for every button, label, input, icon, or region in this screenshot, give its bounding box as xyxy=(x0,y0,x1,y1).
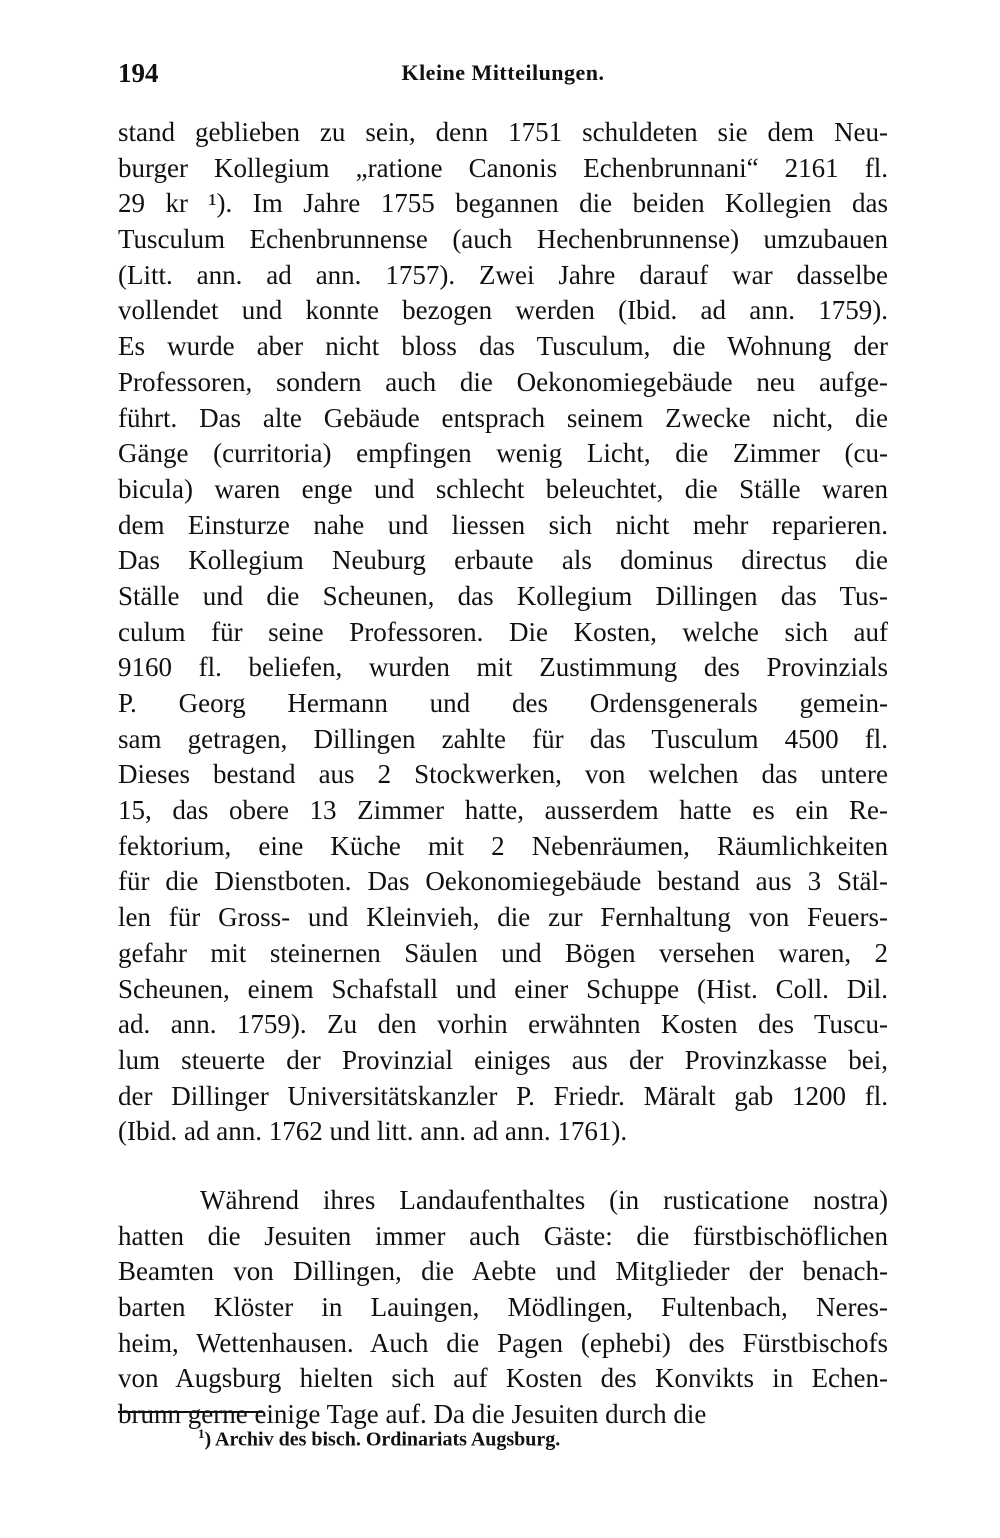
footnote-marker: 1 xyxy=(198,1426,205,1441)
running-head: Kleine Mitteilungen. xyxy=(401,60,605,85)
text-line: 9160 fl. beliefen, wurden mit Zustimmung des Provinzials xyxy=(118,652,888,683)
text-line: Das Kollegium Neuburg erbaute als dominus directus die xyxy=(118,545,888,576)
text-line: heim, Wettenhausen. Auch die Pagen (ephebi) des Fürstbischofs xyxy=(118,1327,888,1358)
text-line: (Litt. ann. ad ann. 1757). Zwei Jahre darauf war dasselbe xyxy=(118,259,888,290)
text-line: Es wurde aber nicht bloss das Tusculum, die Wohnung der xyxy=(118,331,888,362)
paragraph-2 xyxy=(118,1183,888,1433)
page-header xyxy=(118,58,888,94)
text-line: ad. ann. 1759). Zu den vorhin erwähnten Kosten des Tuscu- xyxy=(118,1009,888,1040)
text-line: Ställe und die Scheunen, das Kollegium Dillingen das Tus- xyxy=(118,580,888,611)
text-line: führt. Das alte Gebäude entsprach seinem Zwecke nicht, die xyxy=(118,402,888,433)
text-line: gefahr mit steinernen Säulen und Bögen versehen waren, 2 xyxy=(118,937,888,968)
text-line: brunn gerne einige Tage auf. Da die Jesuiten durch die xyxy=(118,1399,707,1430)
footnote-rule xyxy=(118,1411,263,1413)
page-number: 194 xyxy=(118,58,159,88)
text-line: len für Gross- und Kleinvieh, die zur Fernhaltung von Feuers- xyxy=(118,902,888,933)
footnote-text: ) Archiv des bisch. Ordinariats Augsburg. xyxy=(204,1428,561,1451)
footnote xyxy=(198,1426,560,1452)
text-line: bicula) waren enge und schlecht beleuchtet, die Ställe waren xyxy=(118,473,888,504)
body-text xyxy=(118,115,888,1433)
text-line: (Ibid. ad ann. 1762 und litt. ann. ad ann. 1761). xyxy=(118,1116,628,1147)
text-line: lum steuerte der Provinzial einiges aus der Provinzkasse bei, xyxy=(118,1044,888,1075)
text-line: Professoren, sondern auch die Oekonomiegebäude neu aufge- xyxy=(118,366,888,397)
text-line: Dieses bestand aus 2 Stockwerken, von welchen das untere xyxy=(118,759,888,790)
text-line: P. Georg Hermann und des Ordensgenerals gemein- xyxy=(118,688,888,718)
text-line: Gänge (curritoria) empfingen wenig Licht, die Zimmer (cu- xyxy=(118,438,888,469)
text-line: dem Einsturze nahe und liessen sich nicht mehr reparieren. xyxy=(118,509,888,540)
text-line: vollendet und konnte bezogen werden (Ibid. ad ann. 1759). xyxy=(118,295,888,326)
text-line: 29 kr ¹). Im Jahre 1755 begannen die beiden Kollegien das xyxy=(118,188,888,219)
text-line: der Dillinger Universitätskanzler P. Friedr. Märalt gab 1200 fl. xyxy=(118,1080,888,1111)
text-line: stand geblieben zu sein, denn 1751 schuldeten sie dem Neu- xyxy=(118,117,888,147)
text-line: Während ihres Landaufenthaltes (in rusticatione nostra) xyxy=(200,1184,888,1215)
paragraph-gap xyxy=(118,1150,888,1183)
text-line: für die Dienstboten. Das Oekonomiegebäude bestand aus 3 Stäl- xyxy=(118,866,888,897)
text-line: Scheunen, einem Schafstall und einer Schuppe (Hist. Coll. Dil. xyxy=(118,973,888,1004)
text-line: Beamten von Dillingen, die Aebte und Mitglieder der benach- xyxy=(118,1256,888,1287)
text-line: 15, das obere 13 Zimmer hatte, ausserdem hatte es ein Re- xyxy=(118,795,888,826)
text-line: fektorium, eine Küche mit 2 Nebenräumen, Räumlichkeiten xyxy=(118,830,888,861)
text-line: sam getragen, Dillingen zahlte für das Tusculum 4500 fl. xyxy=(118,723,888,754)
text-line: culum für seine Professoren. Die Kosten, welche sich auf xyxy=(118,616,888,647)
text-line: burger Kollegium „ratione Canonis Echenbrunnani“ 2161 fl. xyxy=(118,152,888,183)
text-line: hatten die Jesuiten immer auch Gäste: die fürstbischöflichen xyxy=(118,1220,888,1251)
text-line: barten Klöster in Lauingen, Mödlingen, Fultenbach, Neres- xyxy=(118,1292,888,1322)
text-line: von Augsburg hielten sich auf Kosten des Konvikts in Echen- xyxy=(118,1363,888,1394)
paragraph-1 xyxy=(118,115,888,1150)
text-line: Tusculum Echenbrunnense (auch Hechenbrunnense) umzubauen xyxy=(118,224,888,255)
